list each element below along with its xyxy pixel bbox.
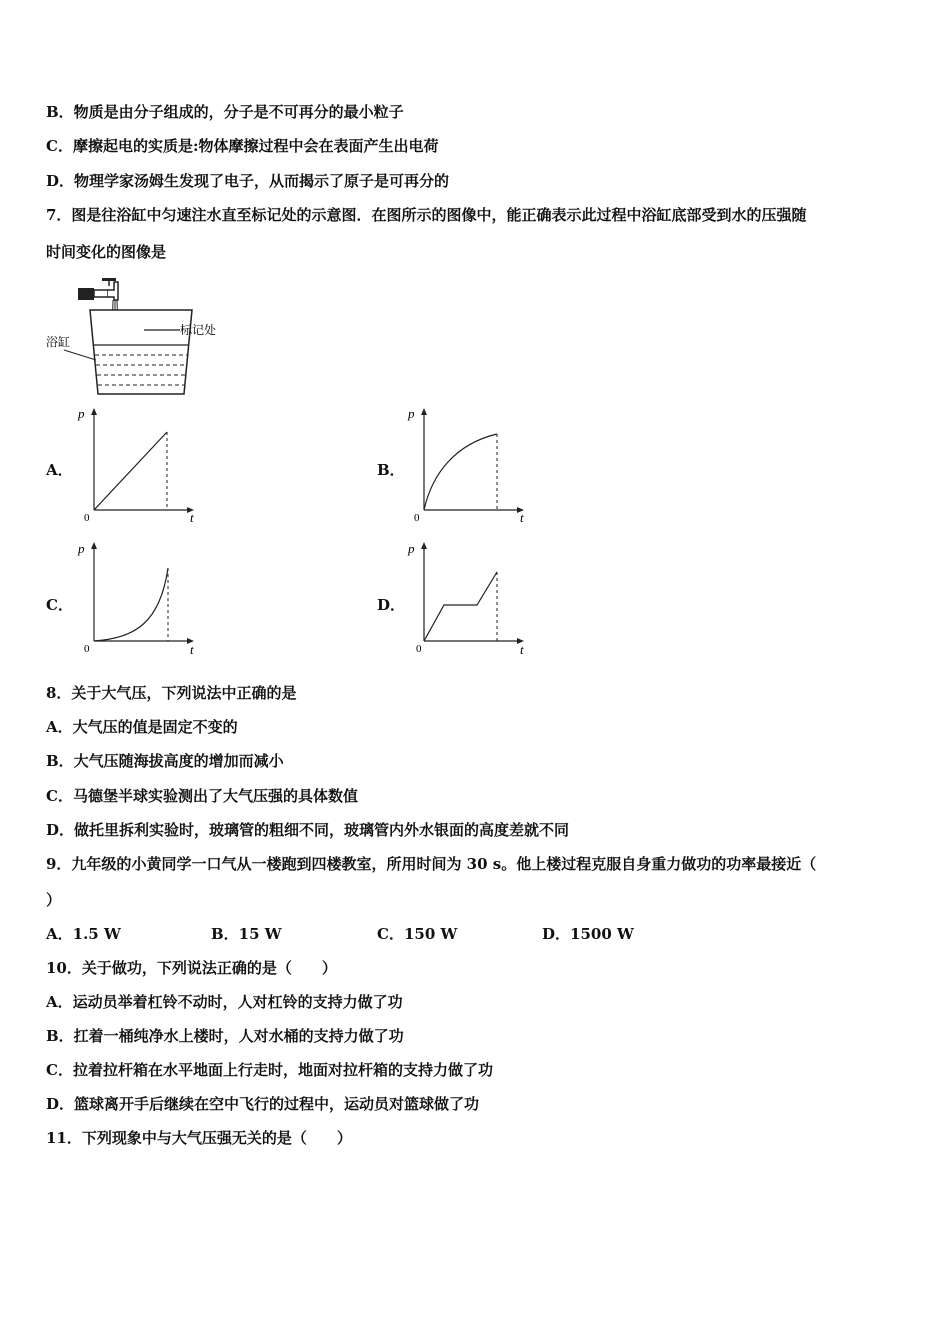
curve [424,572,497,641]
x-axis-label: t [520,642,524,657]
q10-option-a: A．运动员举着杠铃不动时，人对杠铃的支持力做了功 [46,993,403,1011]
q8-option-d: D．做托里拆利实验时，玻璃管的粗细不同，玻璃管内外水银面的高度差就不同 [46,821,570,839]
q7-option-a: A． [46,461,73,479]
x-axis-label: t [190,642,194,657]
origin-label: 0 [84,512,90,524]
q9-stem-line2: ） [46,891,62,909]
graph-a [70,404,210,526]
q9-option-c: C．150 W [377,925,458,943]
bathtub-diagram [44,272,224,402]
q8-option-b: B．大气压随海拔高度的增加而减小 [46,752,284,770]
origin-label: 0 [416,643,422,655]
y-axis-label: p [78,406,85,421]
q10-option-c: C．拉着拉杆箱在水平地面上行走时，地面对拉杆箱的支持力做了功 [46,1061,493,1079]
y-axis-arrow-icon [91,408,97,415]
q6-option-d: D．物理学家汤姆生发现了电子，从而揭示了原子是可再分的 [46,172,450,190]
curve [94,568,168,641]
graph-b [400,404,540,526]
curve [424,434,497,510]
q10-option-d: D．篮球离开手后继续在空中飞行的过程中，运动员对篮球做了功 [46,1095,480,1113]
y-axis-arrow-icon [421,408,427,415]
q7-stem-line1: 7．图是往浴缸中匀速注水直至标记处的示意图．在图所示的图像中，能正确表示此过程中浴缸底部受到水的压强随 [46,206,807,224]
q11-stem: 11．下列现象中与大气压强无关的是（ ） [46,1129,352,1147]
y-axis-arrow-icon [421,542,427,549]
x-axis-label: t [520,510,524,525]
faucet-icon [78,278,118,300]
y-axis-arrow-icon [91,542,97,549]
q9-options [0,923,950,945]
q7-option-c: C． [46,596,73,614]
origin-label: 0 [84,643,90,655]
q8-stem: 8．关于大气压，下列说法中正确的是 [46,684,297,702]
y-axis-label: p [408,541,415,556]
q6-option-b: B．物质是由分子组成的，分子是不可再分的最小粒子 [46,103,404,121]
q6-option-c: C．摩擦起电的实质是:物体摩擦过程中会在表面产生出电荷 [46,137,439,155]
graph-c [70,538,210,660]
q9-stem-line1: 9．九年级的小黄同学一口气从一楼跑到四楼教室，所用时间为 30 s。他上楼过程克服自身重力做功的功率最接近（ [46,855,817,873]
q10-option-b: B．扛着一桶纯净水上楼时，人对水桶的支持力做了功 [46,1027,404,1045]
x-axis-label: t [190,510,194,525]
y-axis-label: p [78,541,85,556]
bathtub-label: 浴缸 [46,335,71,349]
graph-d [400,538,540,660]
mark-label: 标记处 [180,323,217,337]
q7-stem-line2: 时间变化的图像是 [46,243,167,261]
curve [94,432,167,510]
y-axis-label: p [408,406,415,421]
q10-stem: 10．关于做功，下列说法正确的是（ ） [46,959,337,977]
origin-label: 0 [414,512,420,524]
q9-option-d: D．1500 W [542,925,634,943]
q9-option-a: A．1.5 W [46,925,121,943]
q8-option-a: A．大气压的值是固定不变的 [46,718,238,736]
bathtub-leader-line [64,350,96,360]
q7-option-d: D． [377,596,406,614]
bathtub-outline [90,310,192,394]
q9-option-b: B．15 W [211,925,282,943]
q8-option-c: C．马德堡半球实验测出了大气压强的具体数值 [46,787,358,805]
q7-option-b: B． [377,461,405,479]
